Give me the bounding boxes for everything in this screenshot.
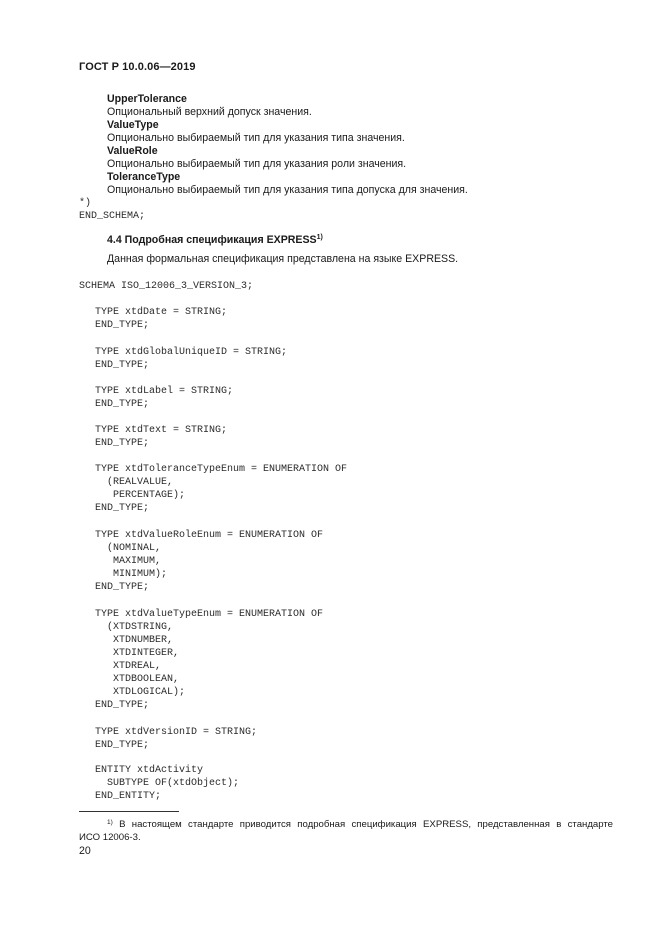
footnote-mark: 1) [107, 819, 113, 826]
end-schema: END_SCHEMA; [79, 211, 146, 222]
code-line: END_TYPE; [95, 399, 150, 410]
document-header: ГОСТ Р 10.0.06—2019 [79, 61, 196, 73]
code-line: END_TYPE; [95, 503, 150, 514]
code-line: END_TYPE; [95, 320, 150, 331]
code-line: TYPE xtdToleranceTypeEnum = ENUMERATION OF [95, 464, 348, 475]
definition-desc: Опционально выбираемый тип для указания типа допуска для значения. [107, 184, 468, 196]
definition-desc: Опционально выбираемый тип для указания роли значения. [107, 158, 407, 170]
code-line: END_TYPE; [95, 740, 150, 751]
code-line: XTDINTEGER, [95, 648, 180, 659]
code-line: (REALVALUE, [95, 477, 174, 488]
code-line: TYPE xtdValueTypeEnum = ENUMERATION OF [95, 609, 324, 620]
footnote-line2: ИСО 12006-3. [79, 832, 141, 843]
page-number: 20 [79, 845, 91, 857]
definition-desc: Опционально выбираемый тип для указания типа значения. [107, 132, 405, 144]
definition-term: ValueType [107, 119, 159, 131]
code-line: TYPE xtdValueRoleEnum = ENUMERATION OF [95, 530, 324, 541]
definitions-list [107, 93, 627, 197]
definition-term: ValueRole [107, 145, 158, 157]
code-line: (XTDSTRING, [95, 622, 174, 633]
section-heading [107, 234, 323, 246]
code-line: END_TYPE; [95, 360, 150, 371]
code-line: TYPE xtdText = STRING; [95, 425, 228, 436]
code-line: (NOMINAL, [95, 543, 162, 554]
footnote-separator [79, 811, 179, 812]
code-line: SUBTYPE OF(xtdObject); [95, 778, 240, 789]
definition-term: ToleranceType [107, 171, 181, 183]
intro-paragraph: Данная формальная спецификация представлена на языке EXPRESS. [107, 253, 459, 265]
code-line: XTDBOOLEAN, [95, 674, 180, 685]
definition-desc: Опциональный верхний допуск значения. [107, 106, 312, 118]
definition-term: UpperTolerance [107, 93, 187, 105]
code-line: END_TYPE; [95, 700, 150, 711]
code-line: TYPE xtdLabel = STRING; [95, 386, 234, 397]
code-line: TYPE xtdVersionID = STRING; [95, 727, 258, 738]
footnote-ref: 1) [316, 234, 323, 241]
code-line: MINIMUM); [95, 569, 168, 580]
schema-line: SCHEMA ISO_12006_3_VERSION_3; [79, 281, 254, 292]
comment-close: *) [79, 198, 92, 209]
code-line: MAXIMUM, [95, 556, 162, 567]
code-line: END_TYPE; [95, 438, 150, 449]
code-line: END_TYPE; [95, 582, 150, 593]
footnote [79, 816, 613, 844]
code-line: TYPE xtdDate = STRING; [95, 307, 228, 318]
footnote-line1: В настоящем стандарте приводится подробная спецификация EXPRESS, представленная в стандарте [119, 819, 614, 830]
code-line: TYPE xtdGlobalUniqueID = STRING; [95, 347, 288, 358]
code-line: XTDREAL, [95, 661, 162, 672]
code-line: ENTITY xtdActivity [95, 765, 204, 776]
code-line: XTDLOGICAL); [95, 687, 186, 698]
code-line: XTDNUMBER, [95, 635, 174, 646]
code-line: PERCENTAGE); [95, 490, 186, 501]
code-line: END_ENTITY; [95, 791, 162, 802]
section-title: 4.4 Подробная спецификация EXPRESS [107, 234, 317, 246]
